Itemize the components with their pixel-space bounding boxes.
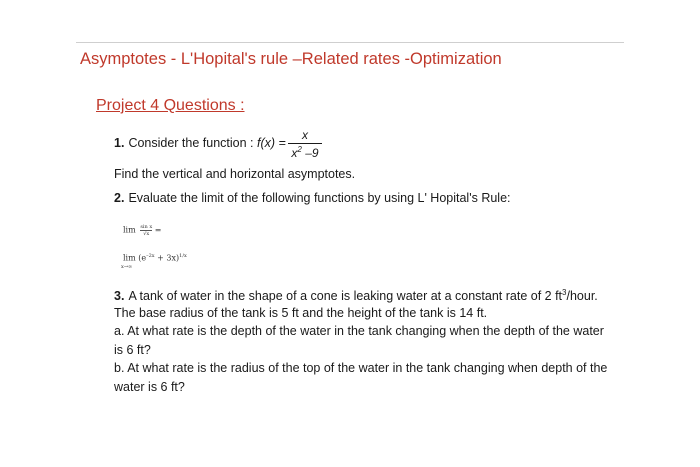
fraction-denominator: $x^2$ –9: [291, 145, 319, 160]
question-3-part-b-cont: water is 6 ft?: [114, 380, 185, 394]
question-1-task: Find the vertical and horizontal asymptotes.: [114, 167, 356, 181]
fraction-bar: [288, 143, 322, 144]
question-3-part-a-cont: is 6 ft?: [114, 343, 151, 357]
question-3-part-a: a. At what rate is the depth of the water in the tank changing when the depth of the water: [114, 324, 604, 338]
function-label: f(x) =: [257, 136, 286, 150]
question-1-line: [114, 136, 286, 150]
limit-subscript: x→∞: [121, 264, 133, 270]
question-2-number: 2.: [114, 191, 125, 205]
limit-expression-2: $\lim (e^{-2x} + 3x)^{1/x}$: [123, 253, 187, 263]
question-1-number: 1.: [114, 136, 125, 150]
question-3-line-1: 3. A tank of water in the shape of a cone is leaking water at a constant rate of 2 $ft^3$/hour.: [114, 288, 598, 304]
page-title: Asymptotes - L'Hopital's rule –Related rates -Optimization: [80, 50, 502, 68]
question-3-number: 3.: [114, 289, 125, 304]
question-3-part-b: b. At what rate is the radius of the top of the water in the tank changing when depth of the: [114, 361, 608, 375]
section-heading: Project 4 Questions :: [96, 97, 245, 114]
question-2-line: [114, 191, 511, 205]
question-1-prompt: Consider the function :: [128, 136, 254, 150]
question-3-line-2: The base radius of the tank is 5 ft and the height of the tank is 14 ft.: [114, 306, 488, 320]
question-2-prompt: Evaluate the limit of the following functions by using L' Hopital's Rule:: [128, 191, 511, 205]
function-fraction: [288, 128, 322, 160]
limit-expression-1: lim $\frac{\text{sin x}}{√x}$ =: [123, 224, 162, 237]
top-divider: [76, 42, 624, 43]
fraction-numerator: x: [302, 128, 308, 142]
